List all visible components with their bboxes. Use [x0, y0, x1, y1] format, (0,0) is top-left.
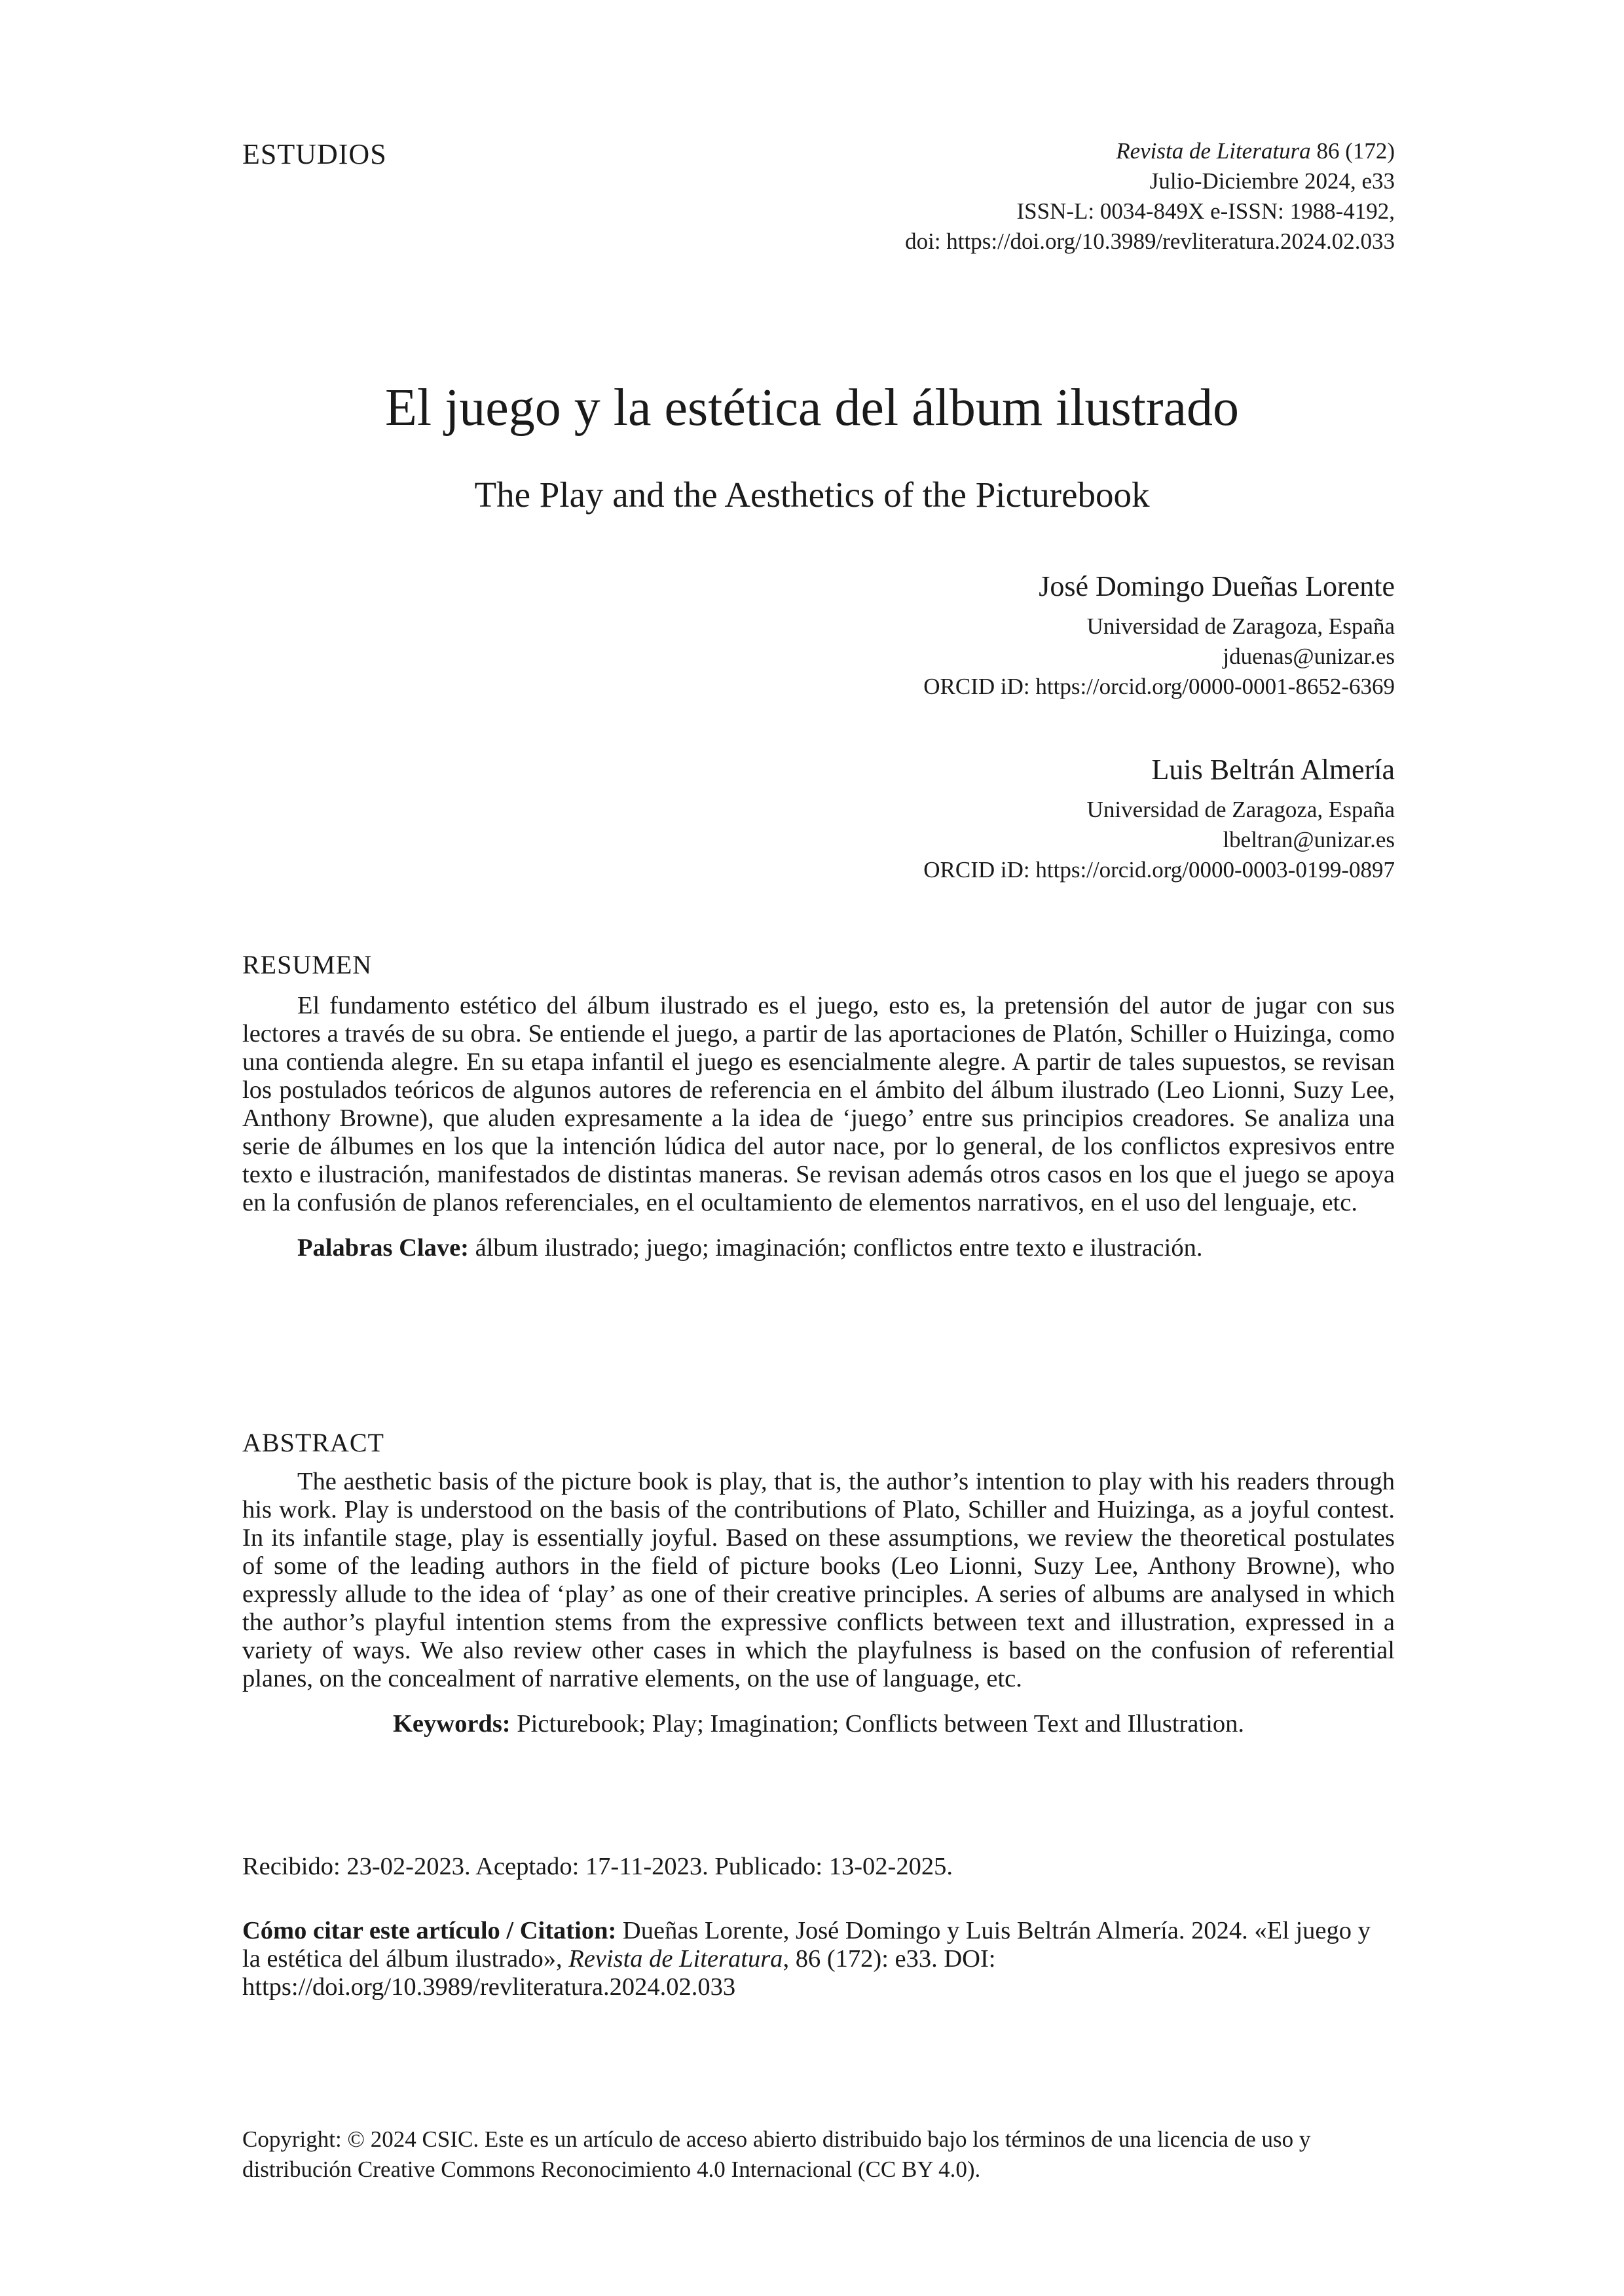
author-block-1: [923, 567, 1395, 702]
abstract-section: [242, 1468, 1395, 1738]
resumen-section: [242, 992, 1395, 1262]
journal-issue: 86 (172): [1310, 138, 1395, 164]
abstract-text: The aesthetic basis of the picture book is play, that is, the author’s intention to play with his readers through his work. Play is understood on the basis of the contributions of Plato, Schiller and Huizinga, as a joyful contest. In its infantile stage, play is essentially joyful. Based on these assumptions, we review the theoretical postulates of some of the leading authors in the field of picture books (Leo Lionni, Suzy Lee, Anthony Browne), who expressly allude to the idea of ‘play’ as one of their creative principles. A series of albums are analysed in which the author’s playful intention stems from the expressive conflicts between text and illustration, expressed in a variety of ways. We also review other cases in which the playfulness is based on the confusion of referential planes, on the concealment of narrative elements, on the use of language, etc.: [242, 1468, 1395, 1692]
citation-label: Cómo citar este artículo / Citation:: [242, 1917, 617, 1944]
article-title: El juego y la estética del álbum ilustrado: [384, 379, 1240, 437]
resumen-keywords: [242, 1234, 1395, 1262]
author-email[interactable]: jduenas@unizar.es: [1223, 644, 1395, 669]
journal-title-line: [905, 136, 1395, 166]
author-name: Luis Beltrán Almería: [1151, 754, 1395, 786]
author-affiliation: Universidad de Zaragoza, España: [1086, 797, 1395, 822]
author-email[interactable]: lbeltran@unizar.es: [1223, 827, 1395, 852]
journal-header: [905, 136, 1395, 257]
resumen-heading: RESUMEN: [242, 950, 373, 979]
dates-line: Recibido: 23-02-2023. Aceptado: 17-11-2023. Publicado: 13-02-2025.: [242, 1853, 953, 1880]
article-subtitle: The Play and the Aesthetics of the Picturebook: [474, 475, 1150, 515]
copyright-notice: Copyright: © 2024 CSIC. Este es un artículo de acceso abierto distribuido bajo los términos de una licencia de uso y distribución Creative Commons Reconocimiento 4.0 Internacional (CC BY 4.0).: [242, 2126, 1311, 2182]
keywords-text: Picturebook; Play; Imagination; Conflicts between Text and Illustration.: [510, 1710, 1245, 1738]
citation-doi[interactable]: , 86 (172): e33. DOI: https://doi.org/10.3989/revliteratura.2024.02.033: [242, 1945, 996, 2001]
author-orcid[interactable]: ORCID iD: https://orcid.org/0000-0003-0199-0897: [923, 857, 1395, 883]
resumen-text: El fundamento estético del álbum ilustrado es el juego, esto es, la pretensión del autor de jugar con sus lectores a través de su obra. Se entiende el juego, a partir de las aportaciones de Platón, Schiller o Huizinga, como una contienda alegre. En su etapa infantil el juego es esencialmente alegre. A partir de tales supuestos, se revisan los postulados teóricos de algunos autores de referencia en el ámbito del álbum ilustrado (Leo Lionni, Suzy Lee, Anthony Browne), que aluden expresamente a la idea de ‘juego’ entre sus principios creadores. Se analiza una serie de álbumes en los que la intención lúdica del autor nace, por lo general, de los conflictos expresivos entre texto e ilustración, manifestados de distintas maneras. Se revisan además otros casos en los que el juego se apoya en la confusión de planos referenciales, en el ocultamiento de elementos narrativos, en el uso del lenguaje, etc.: [242, 992, 1395, 1216]
citation-block: [242, 1917, 1395, 2001]
journal-doi[interactable]: doi: https://doi.org/10.3989/revliteratura.2024.02.033: [905, 228, 1395, 254]
keywords-label: Keywords:: [392, 1710, 511, 1738]
author-block-2: [923, 750, 1395, 885]
journal-name: Revista de Literatura: [1116, 138, 1311, 164]
journal-period: Julio-Diciembre 2024, e33: [1149, 168, 1395, 194]
journal-issn: ISSN-L: 0034-849X e-ISSN: 1988-4192,: [1016, 198, 1395, 224]
keywords-text: álbum ilustrado; juego; imaginación; conflictos entre texto e ilustración.: [468, 1234, 1203, 1262]
section-label: ESTUDIOS: [242, 138, 387, 170]
keywords-label: Palabras Clave:: [297, 1234, 469, 1262]
abstract-keywords: [242, 1710, 1395, 1738]
author-affiliation: Universidad de Zaragoza, España: [1086, 613, 1395, 639]
citation-journal: Revista de Literatura: [568, 1945, 783, 1973]
citation-text: Dueñas Lorente, José Domingo y Luis Beltrán Almería. 2024. «El juego y la estética del álbum ilustrado»,: [242, 1917, 1371, 1973]
abstract-heading: ABSTRACT: [242, 1428, 384, 1457]
author-name: José Domingo Dueñas Lorente: [1039, 570, 1395, 602]
author-orcid[interactable]: ORCID iD: https://orcid.org/0000-0001-8652-6369: [923, 674, 1395, 699]
